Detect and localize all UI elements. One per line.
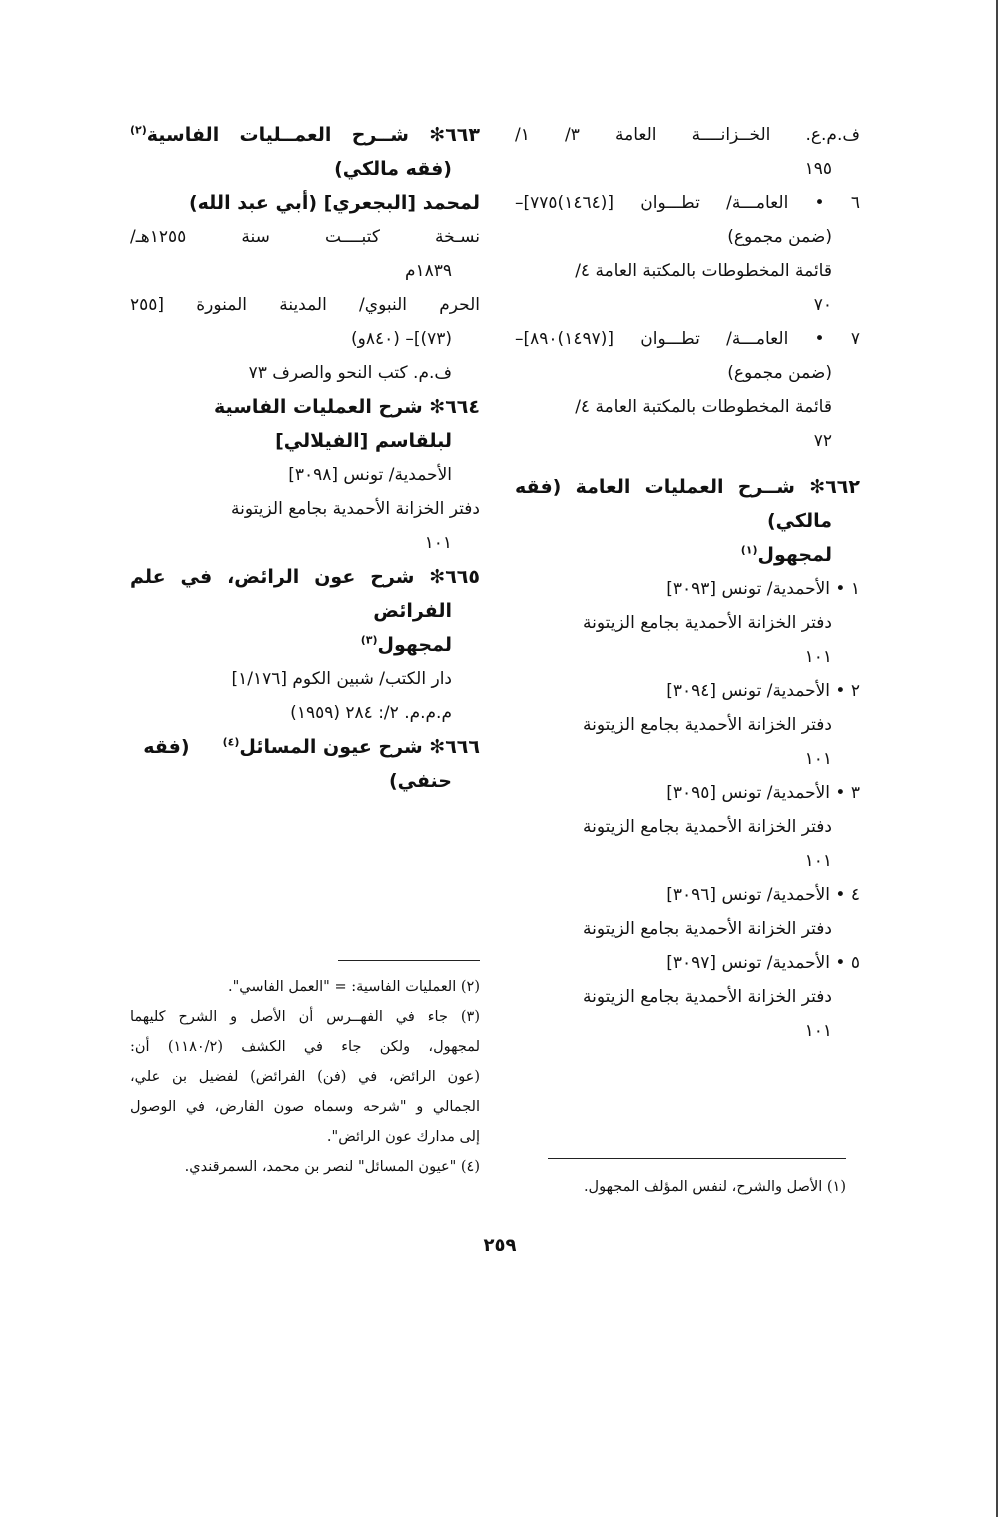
right-column [515,118,860,1048]
text-line: ٣ • الأحمدية/ تونس [٣٠٩٥] [666,783,860,803]
text-line: ١٠١ [804,647,832,667]
text-line: ٦ • العامـــة/ تطـــوان [(١٤٦٤)٧٧٥]– [515,193,860,213]
author-name: لمجهول [757,544,832,566]
author-line: لبلقاسم [الفيلالي] [275,430,452,452]
text-line: دفتر الخزانة الأحمدية بجامع الزيتونة [583,987,832,1007]
text-line: الحرم النبوي/ المدينة المنورة [٢٥٥ [130,295,480,315]
footnote: (٤) "عيون المسائل" لنصر بن محمد، السمرقندي. [184,1159,480,1175]
footnote: (١) الأصل والشرح، لنفس المؤلف المجهول. [583,1179,846,1195]
text-line: ٤ • الأحمدية/ تونس [٣٠٩٦] [666,885,860,905]
footnote: إلى مدارك عون الرائض". [326,1129,480,1145]
left-column [130,118,480,798]
author-line [515,538,860,572]
author-name: لمجهول [377,634,452,656]
entry-heading: ٦٦٥✻ شرح عون الرائض، في علم [130,566,480,588]
footnote-ref: (٤) [222,735,240,749]
footnote-ref: (٢) [130,123,147,137]
text-line: م.م.م. ٢/: ٢٨٤ (١٩٥٩) [290,703,452,723]
text-line: ١٠١ [804,1021,832,1041]
footnote: (عون الرائض، في (فن) الفرائض) لفضيل بن علي، [130,1069,480,1085]
entry-heading [130,118,480,152]
text-line: ف.م.ع. الخــزانــــة العامة ٣/ ١/ [515,125,860,145]
footnote-rule [338,960,480,961]
text-line: ١٠١ [804,749,832,769]
text-line: دفتر الخزانة الأحمدية بجامع الزيتونة [583,715,832,735]
text-line: ٧٠ [813,295,832,315]
footnotes-right [548,1172,846,1202]
entry-heading: ٦٦٢✻ شــرح العمليات العامة (فقه [515,476,860,498]
text-line: ٢ • الأحمدية/ تونس [٣٠٩٤] [666,681,860,701]
entry-heading: حنفي) [388,770,452,792]
author-line [130,628,480,662]
entry-title-tail: (فقه [143,736,190,758]
footnote: لمجهول، ولكن جاء في الكشف (١١٨٠/٢) أن: [130,1039,480,1055]
text-line: ١٠١ [424,533,452,553]
text-line: دفتر الخزانة الأحمدية بجامع الزيتونة [231,499,480,519]
text-line: ٧٢ [813,431,832,451]
text-line: قائمة المخطوطات بالمكتبة العامة ٤/ [575,397,832,417]
entry-heading [130,730,480,764]
entry-heading: (فقه مالكي) [334,158,452,180]
text-line: ١٨٣٩م [404,261,452,281]
text-line: دفتر الخزانة الأحمدية بجامع الزيتونة [583,919,832,939]
text-line: ١٩٥ [804,159,832,179]
text-line: ١٠١ [804,851,832,871]
scan-edge [996,0,998,1517]
text-line: دفتر الخزانة الأحمدية بجامع الزيتونة [583,817,832,837]
entry-heading: الفرائض [373,600,452,622]
footnote-rule [548,1158,846,1159]
entry-heading: مالكي) [767,510,832,532]
entry-title: ٦٦٣✻ شــرح العمــليات الفاسية [146,124,480,146]
entry-title: ٦٦٦✻ شرح عيون المسائل [239,736,480,758]
footnote-ref: (١) [740,543,758,557]
text-line: ٧ • العامـــة/ تطـــوان [(١٤٩٧)٨٩٠]– [515,329,860,349]
text-line: (ضمن مجموع) [727,363,832,383]
text-line: دفتر الخزانة الأحمدية بجامع الزيتونة [583,613,832,633]
footnote: الجمالي و "شرحه وسماه صون الفارض، في الوصول [130,1099,480,1115]
author-line: لمحمد [البجعري] (أبي عبد الله) [188,192,480,214]
text-line: دار الكتب/ شبين الكوم [١/١٧٦] [231,669,452,689]
text-line: قائمة المخطوطات بالمكتبة العامة ٤/ [575,261,832,281]
text-line: (ضمن مجموع) [727,227,832,247]
footnote: (٢) العمليات الفاسية: = "العمل الفاسي". [228,979,480,995]
text-line: الأحمدية/ تونس [٣٠٩٨] [288,465,452,485]
footnote: (٣) جاء في الفهــرس أن الأصل و الشرح كليهما [130,1009,480,1025]
entry-heading: ٦٦٤✻ شرح العمليات الفاسية [213,396,480,418]
footnotes-left [130,972,480,1182]
footnote-ref: (٣) [360,633,378,647]
page-number: ٢٥٩ [483,1235,517,1256]
text-line: ٥ • الأحمدية/ تونس [٣٠٩٧] [666,953,860,973]
text-line: ١ • الأحمدية/ تونس [٣٠٩٣] [666,579,860,599]
text-line: (٧٣)]– (٨٤٠و) [351,329,452,349]
text-line: نسـخة كتبــــت سنة ١٢٥٥هـ/ [130,227,480,247]
text-line: ف.م. كتب النحو والصرف ٧٣ [248,363,452,383]
